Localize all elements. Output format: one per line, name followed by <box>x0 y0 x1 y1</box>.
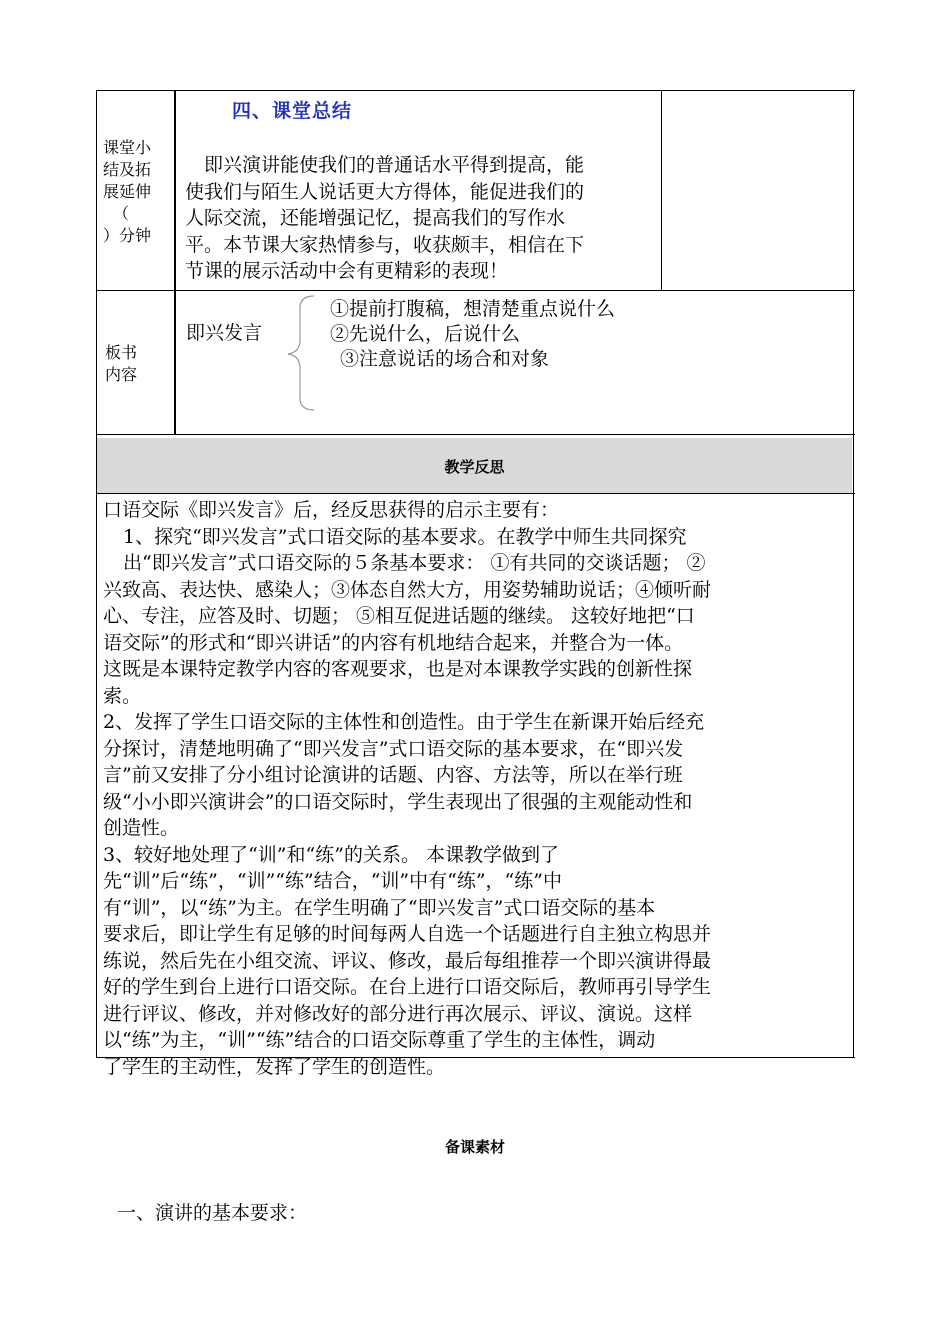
reflection-body <box>103 497 848 1080</box>
table-right-border <box>853 90 854 1058</box>
board-point-2: ②先说什么，后说什么 <box>330 323 521 345</box>
reflection-point-1: 1、探究“即兴发言”式口语交际的基本要求。在教学中师生共同探究 出“即兴发言”式口语交际的５条基本要求： ①有共同的交谈话题； ② 兴致高、表达快、感染人；③体态自然大方，用姿势辅助说话；④倾听耐 心、专注，应答及时、切题； ⑤相互促进话题的继续。 这较好地把“口 语交际”的形式和“即兴讲话”的内容有机地结合起来，并整合为一体。 这既是本课特定教学内容的客观要求，也是对本课教学实践的创新性探 索。 <box>103 525 712 707</box>
section-title: 四、课堂总结 <box>232 100 353 122</box>
board-point-1: ①提前打腹稿，想清楚重点说什么 <box>330 298 616 320</box>
table-top-border <box>96 90 855 91</box>
curly-brace <box>284 294 318 412</box>
row-divider-1 <box>96 290 855 291</box>
materials-heading: 一、演讲的基本要求： <box>117 1202 308 1224</box>
board-topic: 即兴发言 <box>186 322 263 344</box>
table-left-border <box>96 90 97 1058</box>
board-point-3: ③注意说话的场合和对象 <box>340 348 550 370</box>
reflection-point-3: 3、较好地处理了“训”和“练”的关系。 本课教学做到了 先“训”后“练”，“训”“练”结合，“训”中有“练”，“练”中 有“训”，以“练”为主。在学生明确了“即兴发言”式口语交际的基本 要求后，即让学生有足够的时间每两人自选一个话题进行自主独立构思并 练说，然后先在小组交流、评议、修改，最后每组推荐一个即兴演讲得最 好的学生到台上进行口语交际。在台上进行口语交际后，教师再引导学生 进行评议、修改，并对修改好的部分进行再次展示、评议、演说。这样 以“练”为主，“训”“练”结合的口语交际尊重了学生的主体性，调动 了学生的主动性，发挥了学生的创造性。 <box>103 843 712 1078</box>
notes-col-divider <box>661 90 662 291</box>
reflection-intro: 口语交际《即兴发言》后，经反思获得的启示主要有： <box>103 499 560 521</box>
summary-row-label: 课堂小 结及拓 展延伸 （ ）分钟 <box>103 138 152 245</box>
summary-paragraph: 即兴演讲能使我们的普通话水平得到提高，能 使我们与陌生人说话更大方得体，能促进我们的 人际交流，还能增强记忆，提高我们的写作水 平。本节课大家热情参与，收获颇丰，相信在下 节课的展示活动中会有更精彩的表现！ <box>185 154 585 282</box>
board-row-label: 板书 内容 <box>105 343 138 384</box>
row-divider-2 <box>96 434 855 435</box>
label-col-divider <box>174 90 176 435</box>
reflection-point-2: 2、发挥了学生口语交际的主体性和创造性。由于学生在新课开始后经充 分探讨，清楚地明确了“即兴发言”式口语交际的基本要求，在“即兴发 言”前又安排了分小组讨论演讲的话题、内容、方法等，所以在举行班 级“小小即兴演讲会”的口语交际时，学生表现出了很强的主观能动性和 创造性。 <box>103 711 705 839</box>
materials-title: 备课素材 <box>444 1138 505 1156</box>
reflection-title: 教学反思 <box>444 458 505 476</box>
reflection-body-top-border <box>96 493 855 494</box>
